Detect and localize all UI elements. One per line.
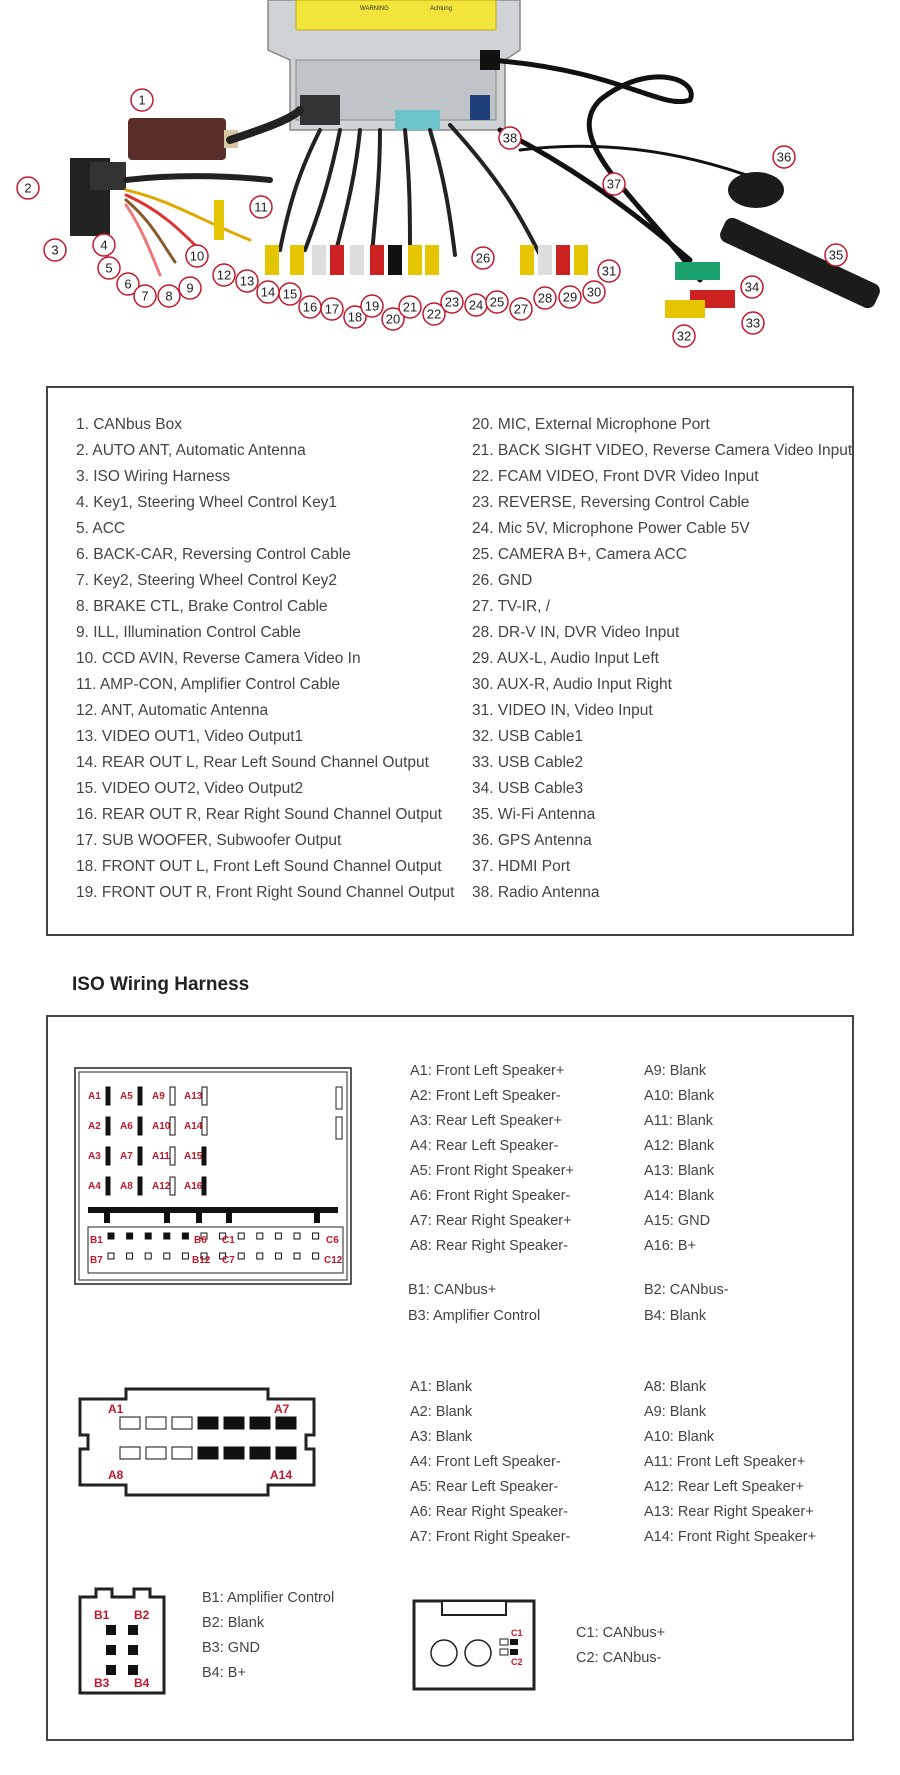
callout-number: 27: [513, 301, 529, 317]
pin-description: B3: Amplifier Control: [408, 1308, 541, 1324]
callout-27: [510, 298, 532, 320]
pin-description: C2: CANbus-: [576, 1650, 662, 1666]
callout-21: [399, 296, 421, 318]
callout-17: [321, 298, 343, 320]
legend-item: 33. USB Cable2: [472, 754, 584, 771]
callout-30: [583, 281, 605, 303]
callout-number: 21: [402, 299, 418, 315]
legend-item: 21. BACK SIGHT VIDEO, Reverse Camera Video Input: [472, 442, 853, 459]
callout-34: [741, 276, 763, 298]
connector4-diagram: [412, 1599, 536, 1691]
callout-2: [17, 177, 39, 199]
legend-item: 13. VIDEO OUT1, Video Output1: [76, 728, 304, 745]
legend-item: 32. USB Cable1: [472, 728, 584, 745]
pin-label-b1-small: B1: [94, 1608, 110, 1622]
callout-number: 38: [502, 130, 518, 146]
legend-item: 5. ACC: [76, 520, 126, 537]
pin-label-b1: B1: [90, 1235, 103, 1246]
callout-33: [742, 312, 764, 334]
legend-item: 11. AMP-CON, Amplifier Control Cable: [76, 676, 341, 693]
legend-item: 7. Key2, Steering Wheel Control Key2: [76, 572, 338, 589]
pin-label-a9: A9: [152, 1091, 165, 1102]
pin-label-a14: A14: [270, 1468, 293, 1482]
pin-label-b7: B7: [90, 1255, 103, 1266]
pin-description: A6: Front Right Speaker-: [410, 1188, 571, 1204]
pin-label-a3: A3: [88, 1151, 101, 1162]
legend-column-right: [472, 412, 852, 906]
callout-3: [44, 239, 66, 261]
callout-number: 26: [475, 250, 491, 266]
callout-number: 30: [586, 284, 602, 300]
pin-description: B3: GND: [202, 1640, 261, 1656]
pin-description: B4: B+: [202, 1665, 246, 1681]
pin-label-a10: A10: [152, 1121, 171, 1132]
gps-antenna: [728, 172, 784, 208]
pin-description: A9: Blank: [644, 1063, 707, 1079]
callout-number: 4: [100, 237, 108, 253]
legend-item: 37. HDMI Port: [472, 858, 571, 875]
pin-label-a1: A1: [108, 1402, 124, 1416]
pin-description: A5: Rear Left Speaker-: [410, 1479, 559, 1495]
legend-panel: [46, 386, 854, 936]
pin-description: A2: Front Left Speaker-: [410, 1088, 561, 1104]
callout-number: 9: [186, 280, 194, 296]
legend-item: 16. REAR OUT R, Rear Right Sound Channel Output: [76, 806, 442, 823]
pin-label-a5: A5: [120, 1091, 133, 1102]
connector3-diagram: [78, 1587, 168, 1697]
legend-item: 38. Radio Antenna: [472, 884, 600, 901]
pin-description: A12: Rear Left Speaker+: [644, 1479, 805, 1495]
legend-item: 22. FCAM VIDEO, Front DVR Video Input: [472, 468, 759, 485]
callout-25: [486, 291, 508, 313]
legend-item: 27. TV-IR, /: [472, 598, 551, 615]
pin-label-a6: A6: [120, 1121, 133, 1132]
callout-number: 29: [562, 289, 578, 305]
pin-description: C1: CANbus+: [576, 1625, 666, 1641]
pin-label-b3-small: B3: [94, 1676, 110, 1690]
callout-24: [465, 294, 487, 316]
callout-12: [213, 264, 235, 286]
sticker-warning: WARNING: [360, 6, 389, 12]
callout-number: 18: [347, 309, 363, 325]
pin-description: B4: Blank: [644, 1308, 707, 1324]
pin-description: B1: CANbus+: [408, 1282, 497, 1298]
pin-description: A11: Front Left Speaker+: [644, 1454, 806, 1470]
pin-label-c1: C1: [222, 1235, 235, 1246]
pin-description: A6: Rear Right Speaker-: [410, 1504, 568, 1520]
canbus-box: [128, 118, 238, 160]
legend-item: 17. SUB WOOFER, Subwoofer Output: [76, 832, 342, 849]
head-unit: [268, 0, 520, 130]
pin-label-b12: B12: [192, 1255, 211, 1266]
callout-number: 23: [444, 294, 460, 310]
callout-16: [299, 296, 321, 318]
callout-7: [134, 285, 156, 307]
iso-panel: [46, 1015, 854, 1741]
legend-item: 28. DR-V IN, DVR Video Input: [472, 624, 680, 641]
pin-description: B1: Amplifier Control: [202, 1590, 335, 1606]
pin-description: A1: Front Left Speaker+: [410, 1063, 565, 1079]
callout-9: [179, 277, 201, 299]
pin-description: B2: CANbus-: [644, 1282, 729, 1298]
legend-item: 34. USB Cable3: [472, 780, 584, 797]
callout-number: 31: [601, 263, 617, 279]
wifi-antenna: [717, 215, 882, 310]
pin-description: A7: Front Right Speaker-: [410, 1529, 571, 1545]
pin-label-b4-small: B4: [134, 1676, 150, 1690]
pin-description: A12: Blank: [644, 1138, 715, 1154]
pin-label-c2-small: C2: [511, 1657, 523, 1667]
pin-description: A13: Rear Right Speaker+: [644, 1504, 814, 1520]
pin-label-c7: C7: [222, 1255, 235, 1266]
callout-number: 22: [426, 306, 442, 322]
callout-number: 15: [282, 286, 298, 302]
legend-item: 20. MIC, External Microphone Port: [472, 416, 710, 433]
pin-description: A14: Blank: [644, 1188, 715, 1204]
legend-item: 35. Wi-Fi Antenna: [472, 806, 596, 823]
legend-item: 4. Key1, Steering Wheel Control Key1: [76, 494, 338, 511]
callout-11: [250, 196, 272, 218]
pin-label-b6: B6: [194, 1235, 207, 1246]
callout-number: 2: [24, 180, 32, 196]
pin-description: A9: Blank: [644, 1404, 707, 1420]
callout-number: 12: [216, 267, 232, 283]
pin-label-c12: C12: [324, 1255, 343, 1266]
pin-description: A4: Rear Left Speaker-: [410, 1138, 559, 1154]
connector1-diagram: [74, 1067, 354, 1287]
pin-description: A15: GND: [644, 1213, 711, 1229]
pin-description: A8: Blank: [644, 1379, 707, 1395]
sticker-achtung: Achtung: [430, 6, 453, 12]
pin-label-a7: A7: [274, 1402, 290, 1416]
pin-label-a1: A1: [88, 1091, 101, 1102]
pin-description: A14: Front Right Speaker+: [644, 1529, 817, 1545]
legend-item: 10. CCD AVIN, Reverse Camera Video In: [76, 650, 361, 667]
pin-label-a11: A11: [152, 1151, 170, 1162]
callout-number: 1: [138, 92, 146, 108]
pin-description: A3: Rear Left Speaker+: [410, 1113, 562, 1129]
callout-15: [279, 283, 301, 305]
pin-label-a16: A16: [184, 1181, 203, 1192]
pin-label-a8: A8: [108, 1468, 124, 1482]
callout-number: 19: [364, 298, 380, 314]
callout-number: 14: [260, 284, 276, 300]
legend-item: 1. CANbus Box: [76, 416, 182, 433]
pin-description: A3: Blank: [410, 1429, 473, 1445]
legend-item: 12. ANT, Automatic Antenna: [76, 702, 269, 719]
legend-item: 23. REVERSE, Reversing Control Cable: [472, 494, 750, 511]
callout-23: [441, 291, 463, 313]
legend-column-left: [76, 412, 455, 906]
callout-number: 20: [385, 311, 401, 327]
pin-description: A13: Blank: [644, 1163, 715, 1179]
pin-label-b2-small: B2: [134, 1608, 150, 1622]
callout-number: 7: [141, 288, 149, 304]
pin-label-c6: C6: [326, 1235, 339, 1246]
callout-36: [773, 146, 795, 168]
pin-description: A11: Blank: [644, 1113, 714, 1129]
callout-number: 11: [254, 199, 268, 215]
legend-item: 36. GPS Antenna: [472, 832, 592, 849]
callout-number: 17: [324, 301, 340, 317]
callout-1: [131, 89, 153, 111]
callout-32: [673, 325, 695, 347]
wiring-photo: [0, 0, 900, 370]
pin-label-a2: A2: [88, 1121, 101, 1132]
pin-description: A10: Blank: [644, 1429, 715, 1445]
legend-item: 31. VIDEO IN, Video Input: [472, 702, 653, 719]
callout-number: 5: [105, 260, 113, 276]
callout-8: [158, 285, 180, 307]
legend-item: 18. FRONT OUT L, Front Left Sound Channel Output: [76, 858, 442, 875]
legend-item: 9. ILL, Illumination Control Cable: [76, 624, 301, 641]
callout-35: [825, 244, 847, 266]
callout-number: 36: [776, 149, 792, 165]
pin-description: A7: Rear Right Speaker+: [410, 1213, 572, 1229]
callout-number: 35: [828, 247, 844, 263]
pin-description: A4: Front Left Speaker-: [410, 1454, 561, 1470]
pin-label-a14: A14: [184, 1121, 203, 1132]
callout-number: 34: [744, 279, 760, 295]
usb-plugs: [665, 262, 735, 318]
callout-29: [559, 286, 581, 308]
pin-description: A10: Blank: [644, 1088, 715, 1104]
legend-item: 3. ISO Wiring Harness: [76, 468, 231, 485]
legend-item: 2. AUTO ANT, Automatic Antenna: [76, 442, 306, 459]
legend-item: 14. REAR OUT L, Rear Left Sound Channel Output: [76, 754, 429, 771]
callout-19: [361, 295, 383, 317]
legend-item: 6. BACK-CAR, Reversing Control Cable: [76, 546, 351, 563]
legend-item: 8. BRAKE CTL, Brake Control Cable: [76, 598, 328, 615]
callout-number: 8: [165, 288, 173, 304]
iso-section-title: ISO Wiring Harness: [72, 974, 250, 995]
callout-number: 37: [606, 176, 622, 192]
pin-description: A16: B+: [644, 1238, 696, 1254]
callout-14: [257, 281, 279, 303]
callout-number: 6: [124, 276, 132, 292]
legend-item: 15. VIDEO OUT2, Video Output2: [76, 780, 304, 797]
legend-item: 29. AUX-L, Audio Input Left: [472, 650, 659, 667]
callout-number: 24: [468, 297, 484, 313]
callout-37: [603, 173, 625, 195]
callout-10: [186, 245, 208, 267]
iso-connector: [70, 158, 126, 236]
callout-number: 25: [489, 294, 505, 310]
callout-number: 33: [745, 315, 761, 331]
pin-label-a12: A12: [152, 1181, 171, 1192]
pin-label-a15: A15: [184, 1151, 203, 1162]
callout-38: [499, 127, 521, 149]
callout-number: 16: [302, 299, 318, 315]
pin-description: A1: Blank: [410, 1379, 473, 1395]
pin-description: A2: Blank: [410, 1404, 473, 1420]
legend-item: 30. AUX-R, Audio Input Right: [472, 676, 672, 693]
legend-item: 26. GND: [472, 572, 533, 589]
callout-number: 32: [676, 328, 692, 344]
pin-label-c1-small: C1: [511, 1628, 523, 1638]
pin-description: B2: Blank: [202, 1615, 265, 1631]
legend-item: 24. Mic 5V, Microphone Power Cable 5V: [472, 520, 750, 537]
pin-label-a7: A7: [120, 1151, 133, 1162]
connector2-diagram: [78, 1387, 318, 1497]
callout-number: 28: [537, 290, 553, 306]
legend-item: 19. FRONT OUT R, Front Right Sound Channel Output: [76, 884, 455, 901]
callout-28: [534, 287, 556, 309]
legend-item: 25. CAMERA B+, Camera ACC: [472, 546, 687, 563]
pin-description: A5: Front Right Speaker+: [410, 1163, 575, 1179]
pin-description: A8: Rear Right Speaker-: [410, 1238, 568, 1254]
callout-number: 3: [51, 242, 59, 258]
pin-label-a8: A8: [120, 1181, 133, 1192]
pin-label-a13: A13: [184, 1091, 203, 1102]
callout-number: 13: [239, 273, 255, 289]
callout-5: [98, 257, 120, 279]
callout-26: [472, 247, 494, 269]
callout-number: 10: [189, 248, 205, 264]
callout-13: [236, 270, 258, 292]
callout-31: [598, 260, 620, 282]
pin-label-a4: A4: [88, 1181, 101, 1192]
callout-4: [93, 234, 115, 256]
